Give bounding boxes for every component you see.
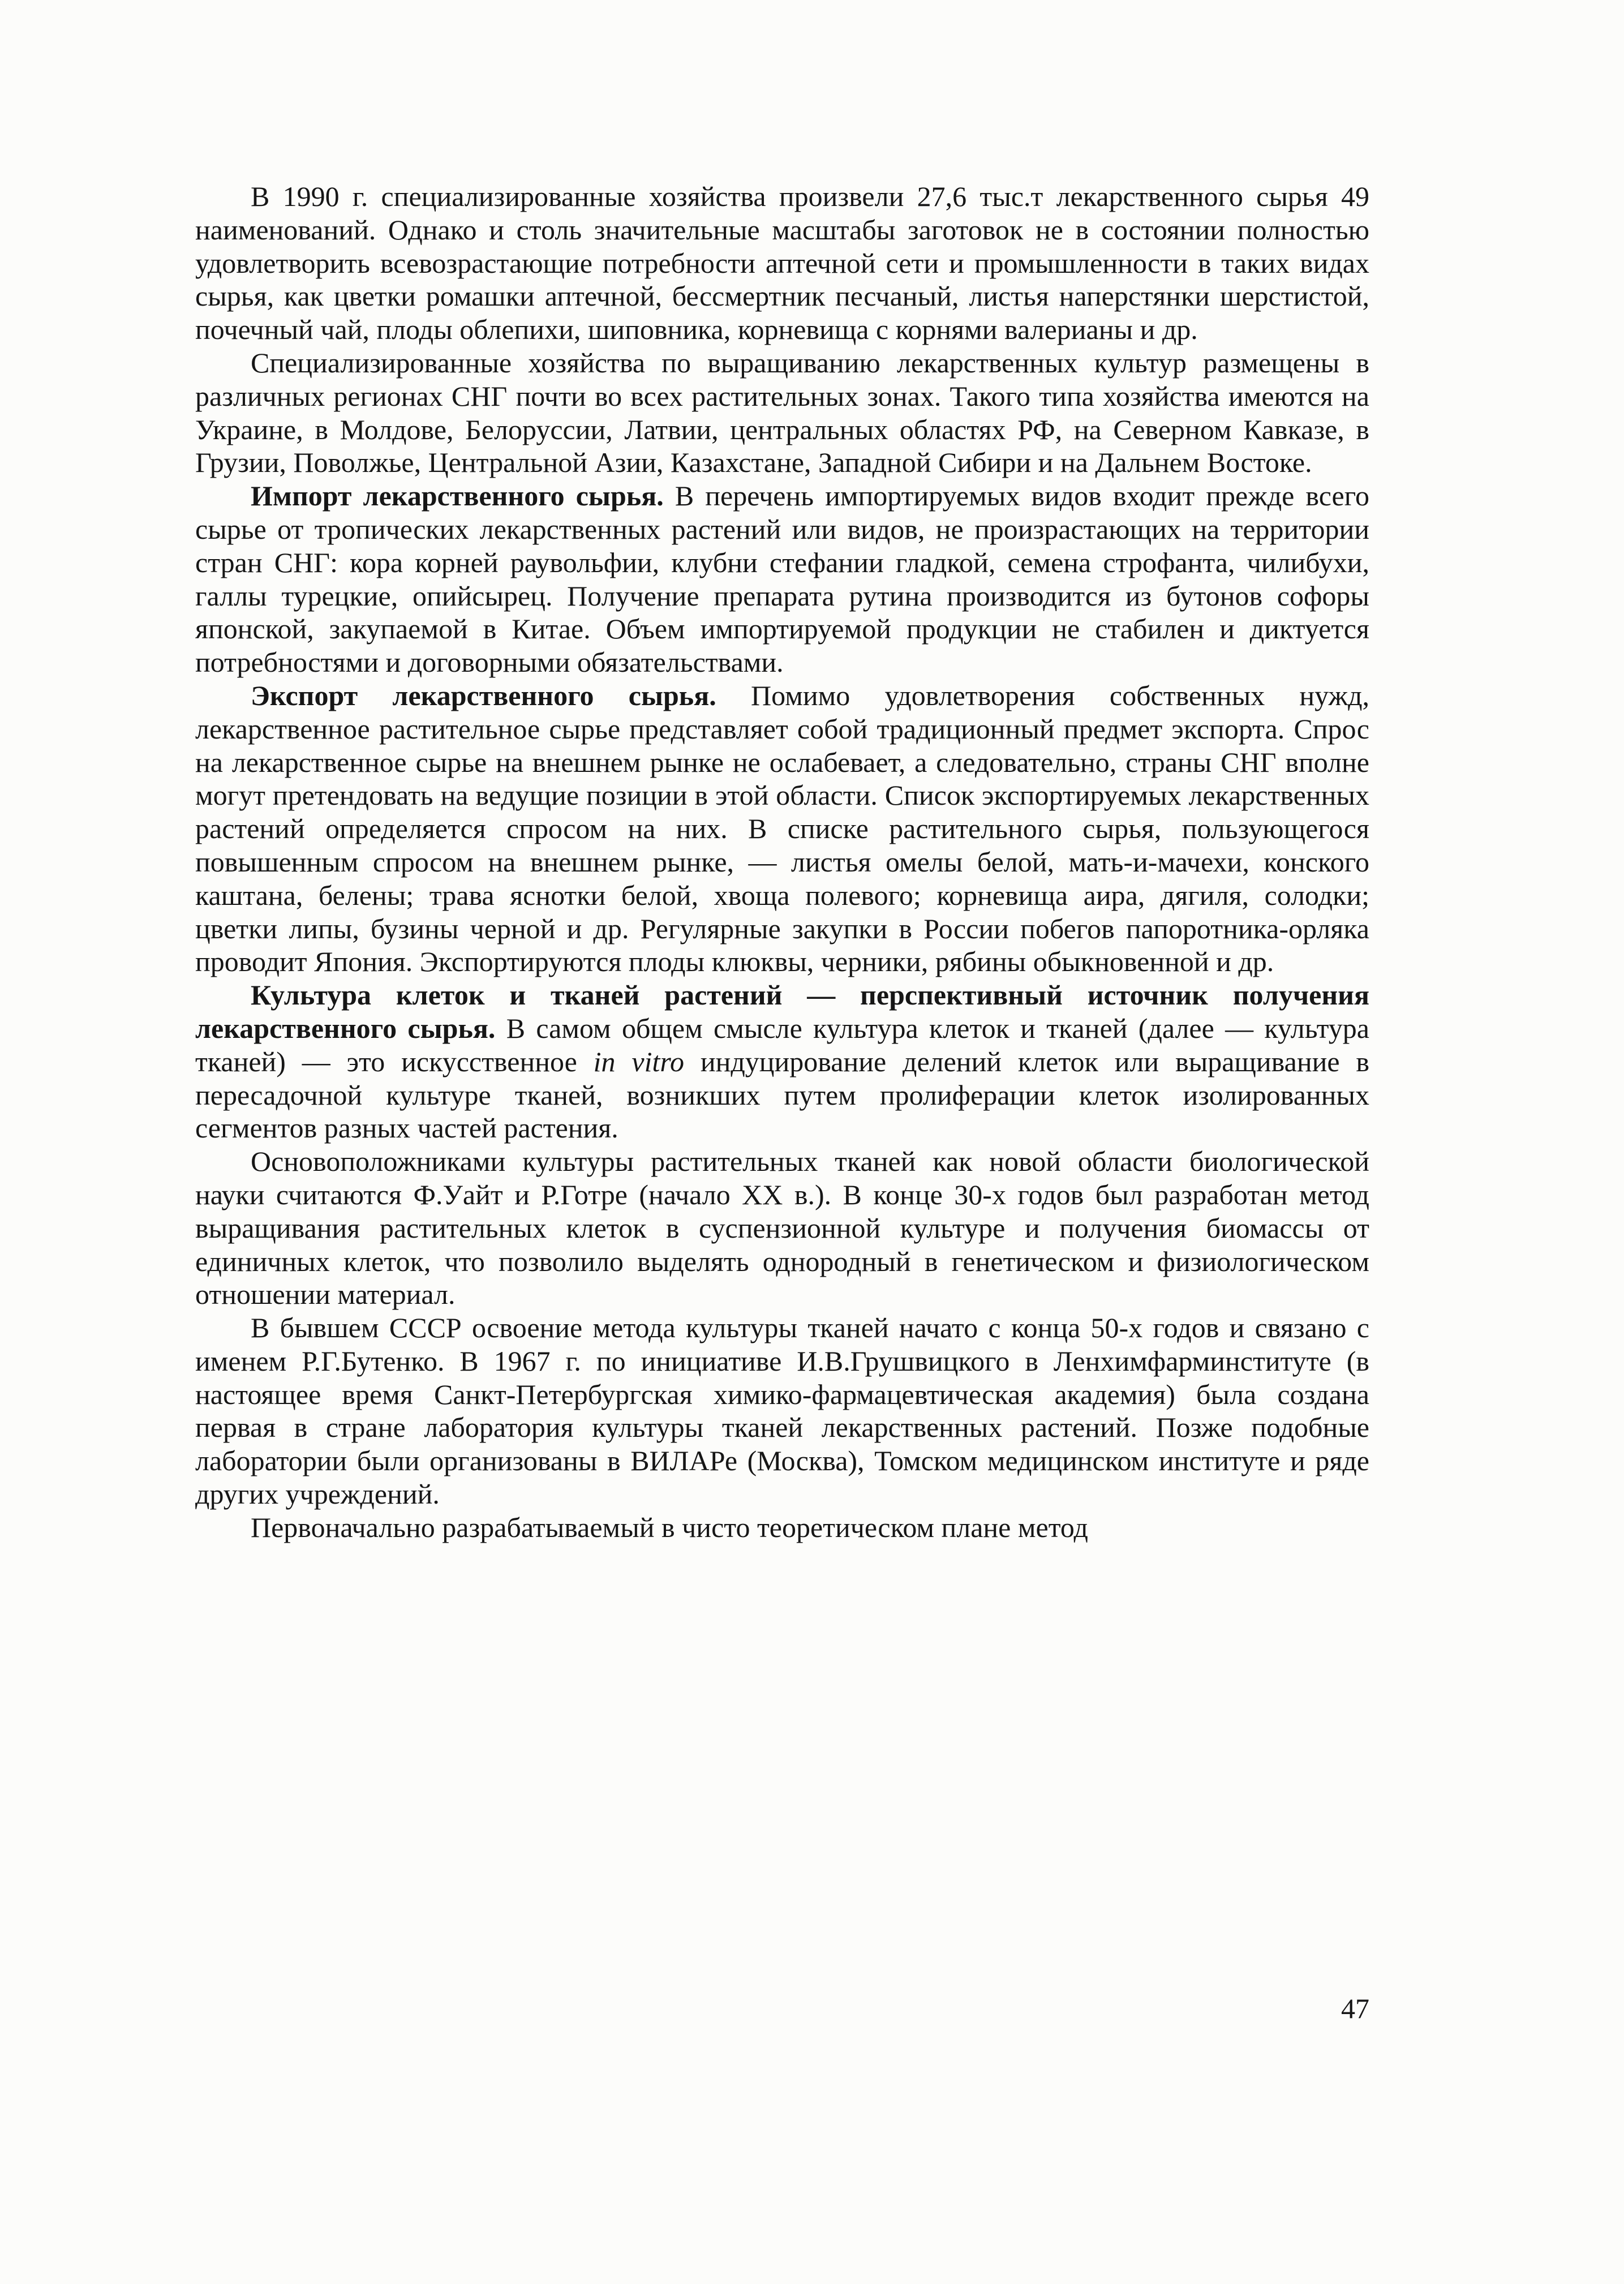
import-text: В перечень импортируемых видов входит прежде всего сырье от тропических лекарственных растений или видов, не произрастающих на территории стран СНГ: кора корней раувольфии, клубни стефании гладкой, семена строфанта, чилибухи, галлы турецкие, опийсырец. Получение препарата рутина производится из бутонов софоры японской, закупаемой в Китае. Объем импортируемой продукции не стабилен и диктуется потребностями и договорными обязательствами.: [195, 480, 1370, 679]
paragraph-ussr: В бывшем СССР освоение метода культуры тканей начато с конца 50-х годов и связано с именем Р.Г.Бутенко. В 1967 г. по инициативе И.В.Грушвицкого в Ленхимфарминституте (в настоящее время Санкт-Петербургская химико-фармацевтическая академия) была создана первая в стране лаборатория культуры тканей лекарственных растений. Позже подобные лаборатории были организованы в ВИЛАРе (Москва), Томском медицинском институте и ряде других учреждений.: [195, 1312, 1369, 1510]
export-text: Помимо удовлетворения собственных нужд, лекарственное растительное сырье представляет собой традиционный предмет экспорта. Спрос на лекарственное сырье на внешнем рынке не ослабевает, а следовательно, страны СНГ вполне могут претендовать на ведущие позиции в этой области. Список экспортируемых лекарственных растений определяется спросом на них. В списке растительного сырья, пользующегося повышенным спросом на внешнем рынке, — листья омелы белой, мать-и-мачехи, конского каштана, белены; трава яснотки белой, хвоща полевого; корневища аира, дягиля, солодки; цветки липы, бузины черной и др. Регулярные закупки в России побегов папоротника-орляка проводит Япония. Экспортируются плоды клюквы, черники, рябины обыкновенной и др.: [195, 679, 1370, 978]
cell-culture-text-end: индуцирование делений клеток или выращивание в пересадочной культуре тканей, возникших путем пролиферации клеток изолированных сегментов разных частей растения.: [195, 1045, 1369, 1144]
paragraph-founders: Основоположниками культуры растительных тканей как новой области биологической науки считаются Ф.Уайт и Р.Готре (начало XX в.). В конце 30-х годов был разработан метод выращивания растительных клеток в суспензионной культуре и получения биомассы от единичных клеток, что позволило выделять однородный в генетическом и физиологическом отношении материал.: [195, 1145, 1369, 1311]
paragraph-production: В 1990 г. специализированные хозяйства произвели 27,6 тыс.т лекарственного сырья 49 наименований. Однако и столь значительные масштабы заготовок не в состоянии полностью удовлетворить всевозрастающие потребности аптечной сети и промышленности в таких видах сырья, как цветки ромашки аптечной, бессмертник песчаный, листья наперстянки шерстистой, почечный чай, плоды облепихи, шиповника, корневища с корнями валерианы и др.: [195, 181, 1369, 346]
paragraph-farms: Специализированные хозяйства по выращиванию лекарственных культур размещены в различных регионах СНГ почти во всех растительных зонах. Такого типа хозяйства имеются на Украине, в Молдове, Белоруссии, Латвии, центральных областях РФ, на Северном Кавказе, в Грузии, Поволжье, Центральной Азии, Казахстане, Западной Сибири и на Дальнем Востоке.: [195, 346, 1369, 479]
paragraph-cell-culture: [195, 978, 1369, 1145]
paragraph-export: [195, 679, 1369, 978]
import-heading: Импорт лекарственного сырья.: [251, 480, 664, 512]
page-number: 47: [1341, 1993, 1369, 2024]
body-text: [195, 180, 1369, 1544]
paragraph-import: [195, 479, 1369, 679]
cell-culture-heading: Культура клеток и тканей растений — перспективный источник получения лекарственного сырья.: [195, 979, 1369, 1044]
export-heading: Экспорт лекарственного сырья.: [251, 679, 716, 711]
paragraph-method: Первоначально разрабатываемый в чисто теоретическом плане метод: [251, 1511, 1088, 1543]
in-vitro-term: in vitro: [593, 1045, 684, 1077]
cell-culture-text-start: В самом общем смысле культура клеток и тканей (далее — культура тканей) — это искусственное: [195, 1012, 1369, 1077]
